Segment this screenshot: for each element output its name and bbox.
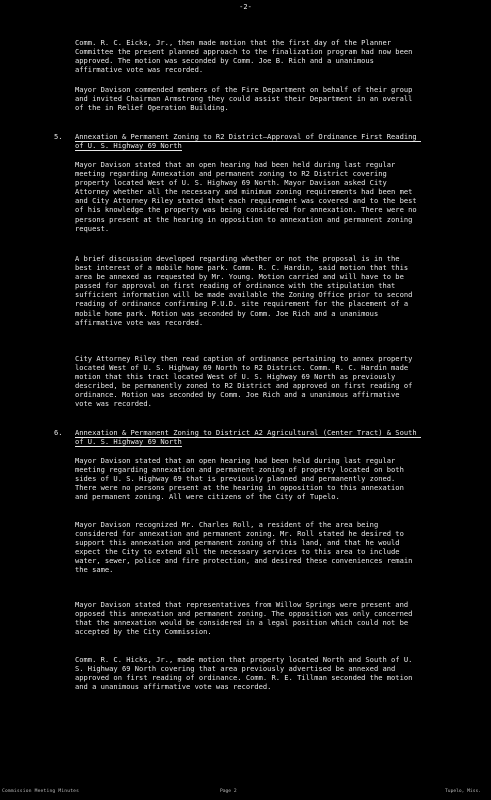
item-6-paragraph-opposition: Mayor Davison stated that representatives from Willow Springs were present and opposed this annexation and permanent zoning. The opposition was only concerned that the annexation would be considered in a legal position which could not be accepted by the City Commission. [75,600,417,637]
item-6-paragraph-motion: Comm. R. C. Hicks, Jr., made motion that property located North and South of U. S. Highway 69 North covering that area previously advertised be annexed and approved on first reading of ordinance. Comm. R. E. Tillman seconded the motion and a unanimous affirmative vote was recorded. [75,655,417,692]
item-number-6: 6. [54,428,63,437]
item-6-paragraph-hearing: Mayor Davison stated that an open hearing had been held during last regular meeting regarding annexation and permanent zoning of property located on both sides of U. S. Highway 69 that is previously planned and permanently zoned. There were no persons present at the hearing in opposition to this annexation and permanent zoning. All were citizens of the City of Tupelo. [75,456,409,502]
footer-center: Page 2 [220,789,237,794]
item-5-paragraph-discussion: A brief discussion developed regarding whether or not the proposal is in the best interest of a mobile home park. Comm. R. C. Hardin, said motion that this area be annexed as requested by Mr. Young. Motion carried and will have to be passed for approval on first reading of ordinance with the stipulation that sufficient information will be made available the Zoning Office prior to second reading of ordinance confirming P.U.D. site requirement for the placement of a mobile home park. Motion was seconded by Comm. Joe Rich and a unanimous affirmative vote was recorded. [75,254,417,327]
footer-right: Tupelo, Miss. [445,789,481,794]
item-6-heading-text: Annexation & Permanent Zoning to District A2 Agricultural (Center Tract) & South of U. S. Highway 69 North [75,428,421,447]
paragraph-fire-department: Mayor Davison commended members of the Fire Department on behalf of their group and invited Chairman Armstrong they could assist their Department in an overall of the in Relief Operation Building. [75,85,417,113]
item-6-heading [75,428,420,446]
item-5-paragraph-hearing: Mayor Davison stated that an open hearing had been held during last regular meeting regarding Annexation and permanent zoning to R2 District covering property located West of U. S. Highway 69 North. Mayor Davison asked City Attorney whether all the necessary and minimum zoning requirements had been met and City Attorney Riley stated that each requirement was covered and to the best of his knowledge the property was being considered for annexation. There were no persons present at the hearing in opposition to annexation and permanent zoning request. [75,160,421,233]
footer-left: Commission Meeting Minutes [2,789,80,794]
item-number-5: 5. [54,132,63,141]
page-number: -2- [239,3,252,11]
item-5-heading [75,132,420,150]
paragraph-commendation-motion: Comm. R. C. Eicks, Jr., then made motion that the first day of the Planner Committee the present planned approach to the finalization program had now been approved. The motion was seconded by Comm. Joe B. Rich and a unanimous affirmative vote was recorded. [75,38,417,75]
item-6-paragraph-resident: Mayor Davison recognized Mr. Charles Roll, a resident of the area being considered for annexation and permanent zoning. Mr. Roll stated he desired to support this annexation and permanent zoning of this land, and that he would expect the City to extend all the necessary services to this area to include water, sewer, police and fire protection, and desired these conveniences remain the same. [75,520,417,575]
item-5-paragraph-ordinance: City Attorney Riley then read caption of ordinance pertaining to annex property located West of U. S. Highway 69 North to R2 District. Comm. R. C. Hardin made motion that this tract located West of U. S. Highway 69 North as previously described, be permanently zoned to R2 District and approved on first reading of ordinance. Motion was seconded by Comm. Joe Rich and a unanimous affirmative vote was recorded. [75,354,417,409]
item-5-heading-text: Annexation & Permanent Zoning to R2 District—Approval of Ordinance First Reading of U. S. Highway 69 North [75,132,421,151]
